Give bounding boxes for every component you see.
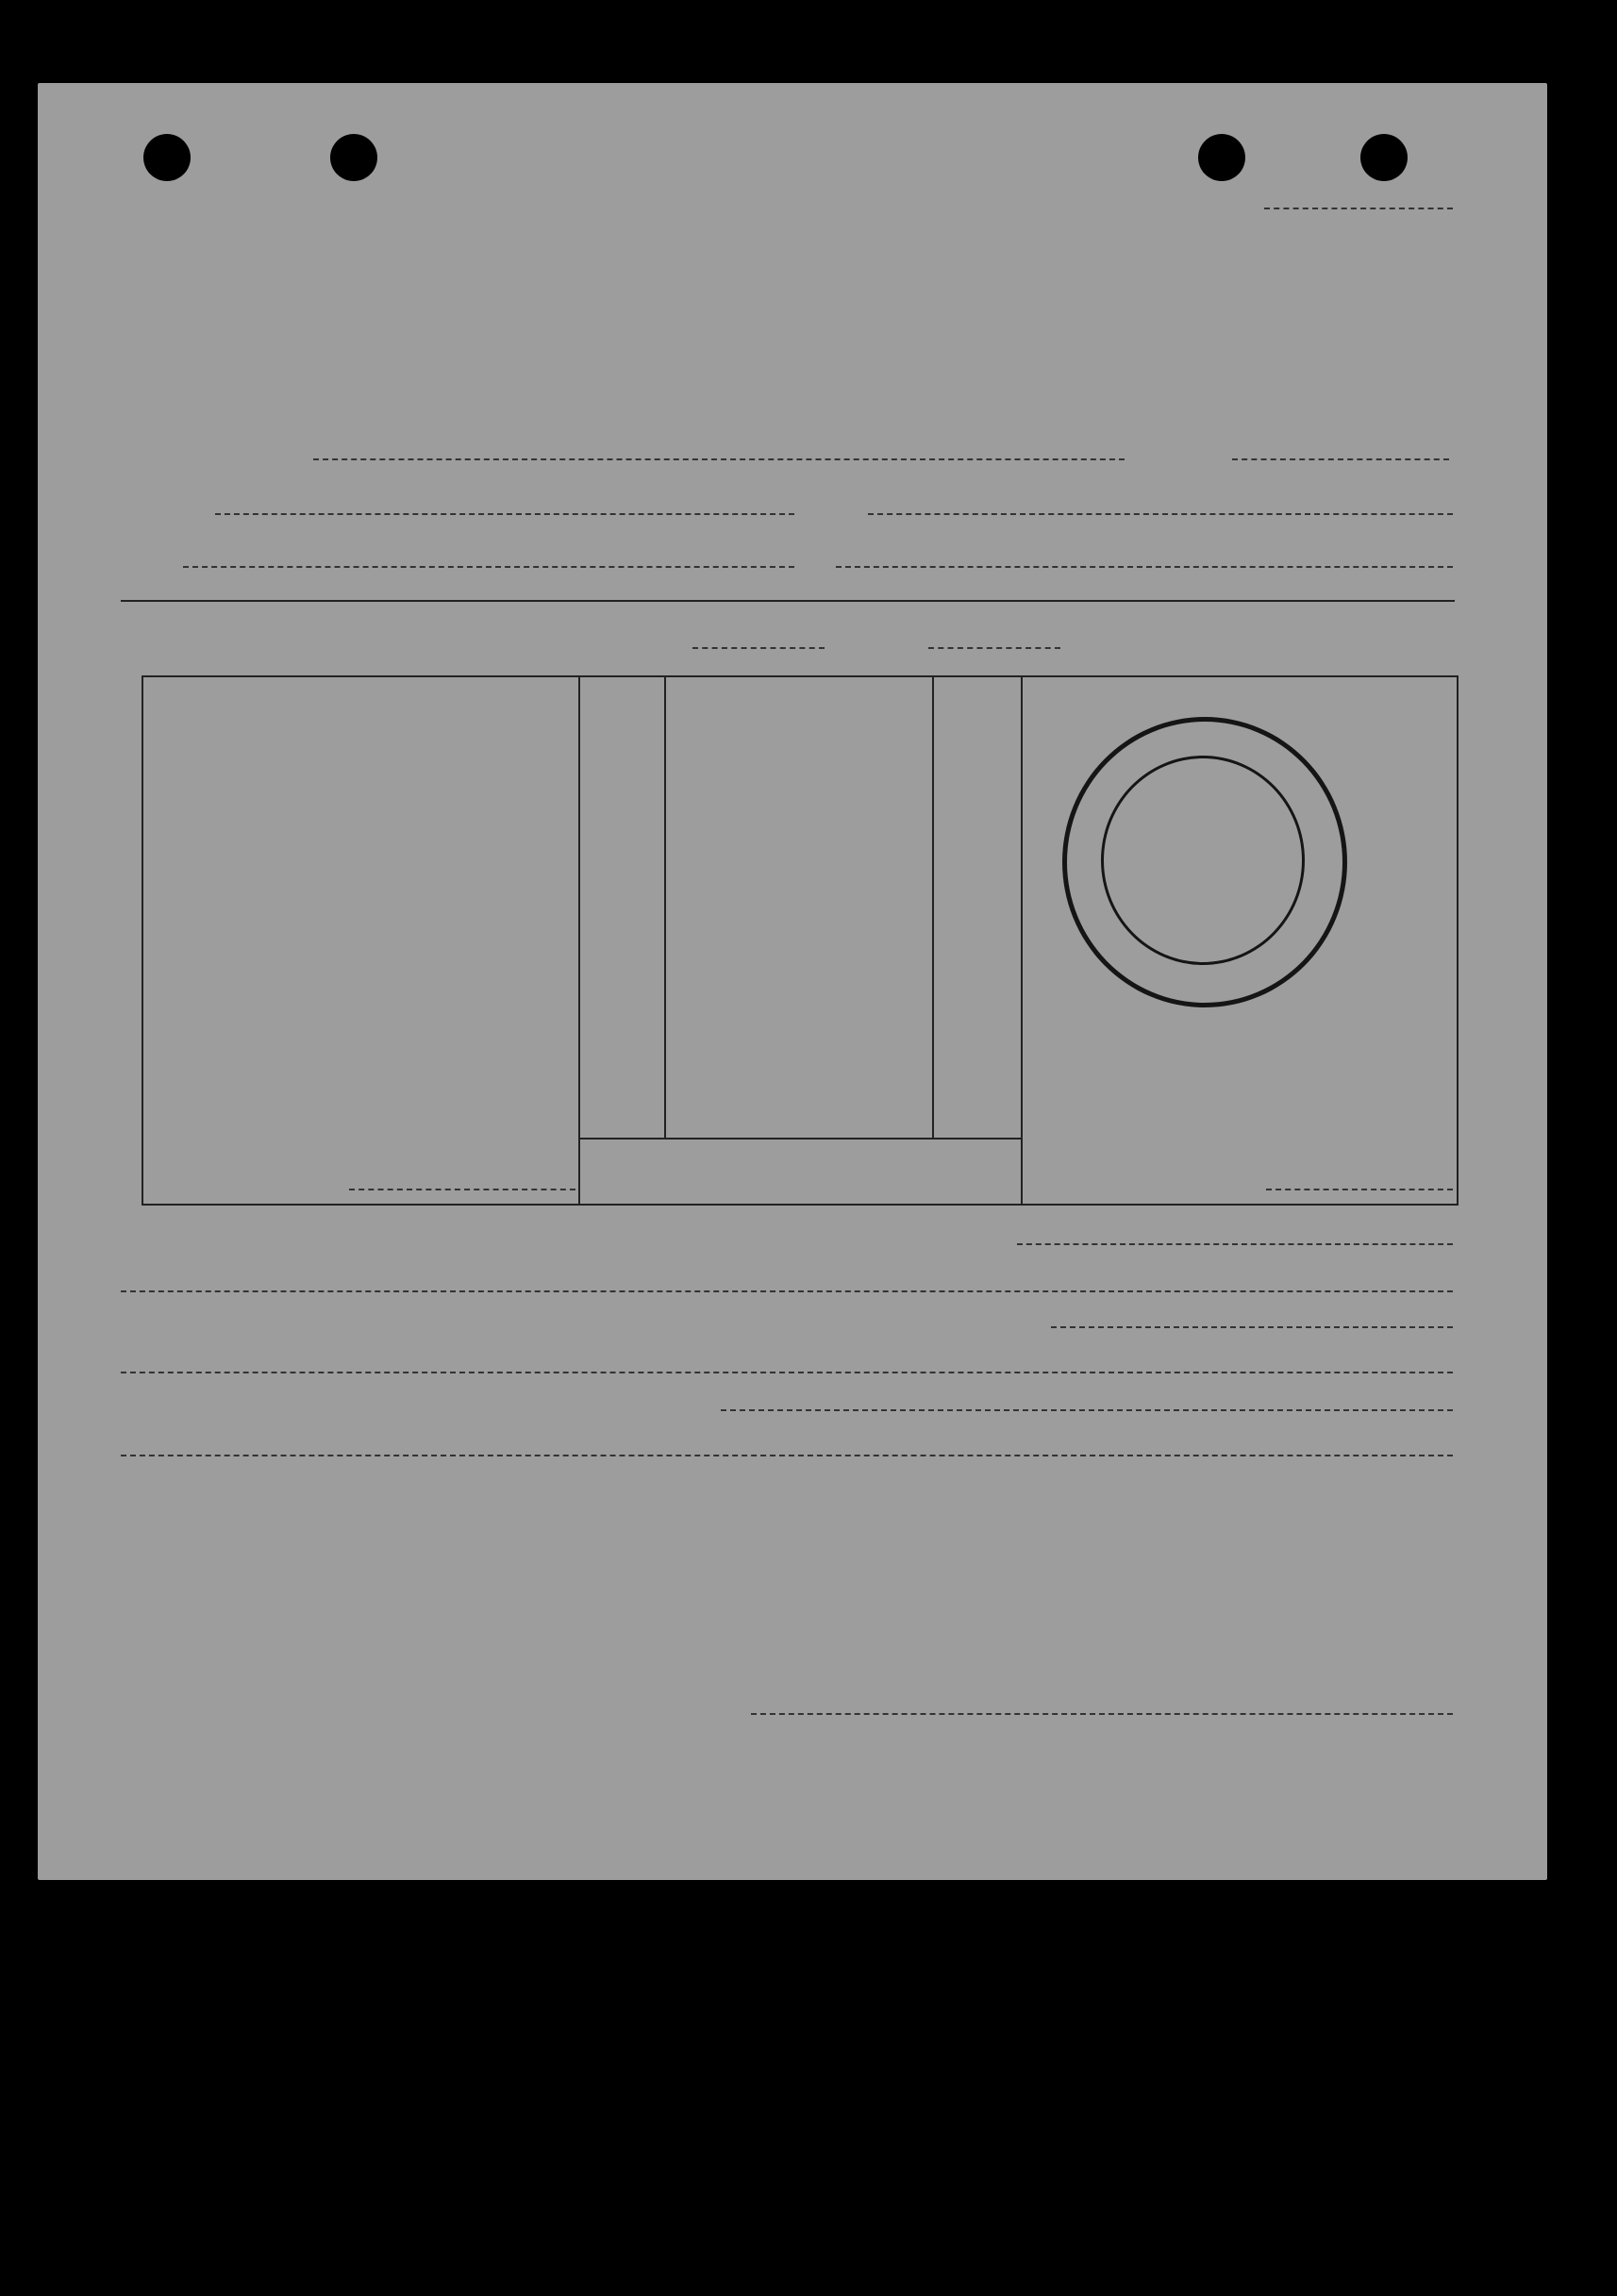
illness-line-2 [121,1290,1453,1292]
punch-hole [143,134,191,181]
disinsectization-line [1051,1326,1453,1328]
disinsectization-line-2 [121,1372,1453,1373]
divider [578,1138,1022,1140]
to-line [836,566,1453,568]
declaration-form-sheet [38,83,1547,1880]
separator-line [121,600,1455,602]
passenger-line [692,647,825,649]
divider [664,675,666,1138]
signature-line [751,1713,1453,1715]
arrival-line [349,1189,575,1190]
owner-line [313,458,1125,460]
animals-line-2 [121,1455,1453,1456]
illness-line [1017,1243,1453,1245]
aircraft-line [215,513,794,515]
customs-stamp-inner-ring [1101,756,1305,965]
divider [1021,675,1023,1204]
punch-hole [1198,134,1245,181]
punch-hole [1360,134,1408,181]
animals-line [721,1409,1453,1411]
customs-stamp [1062,717,1347,1007]
form-no-line [1264,208,1453,209]
date-line [183,566,794,568]
flight-line [1232,458,1449,460]
punch-hole [330,134,377,181]
departure-line [1266,1189,1453,1190]
divider [932,675,934,1138]
divider [578,675,580,1204]
cargo-line [928,647,1060,649]
from-line [868,513,1453,515]
